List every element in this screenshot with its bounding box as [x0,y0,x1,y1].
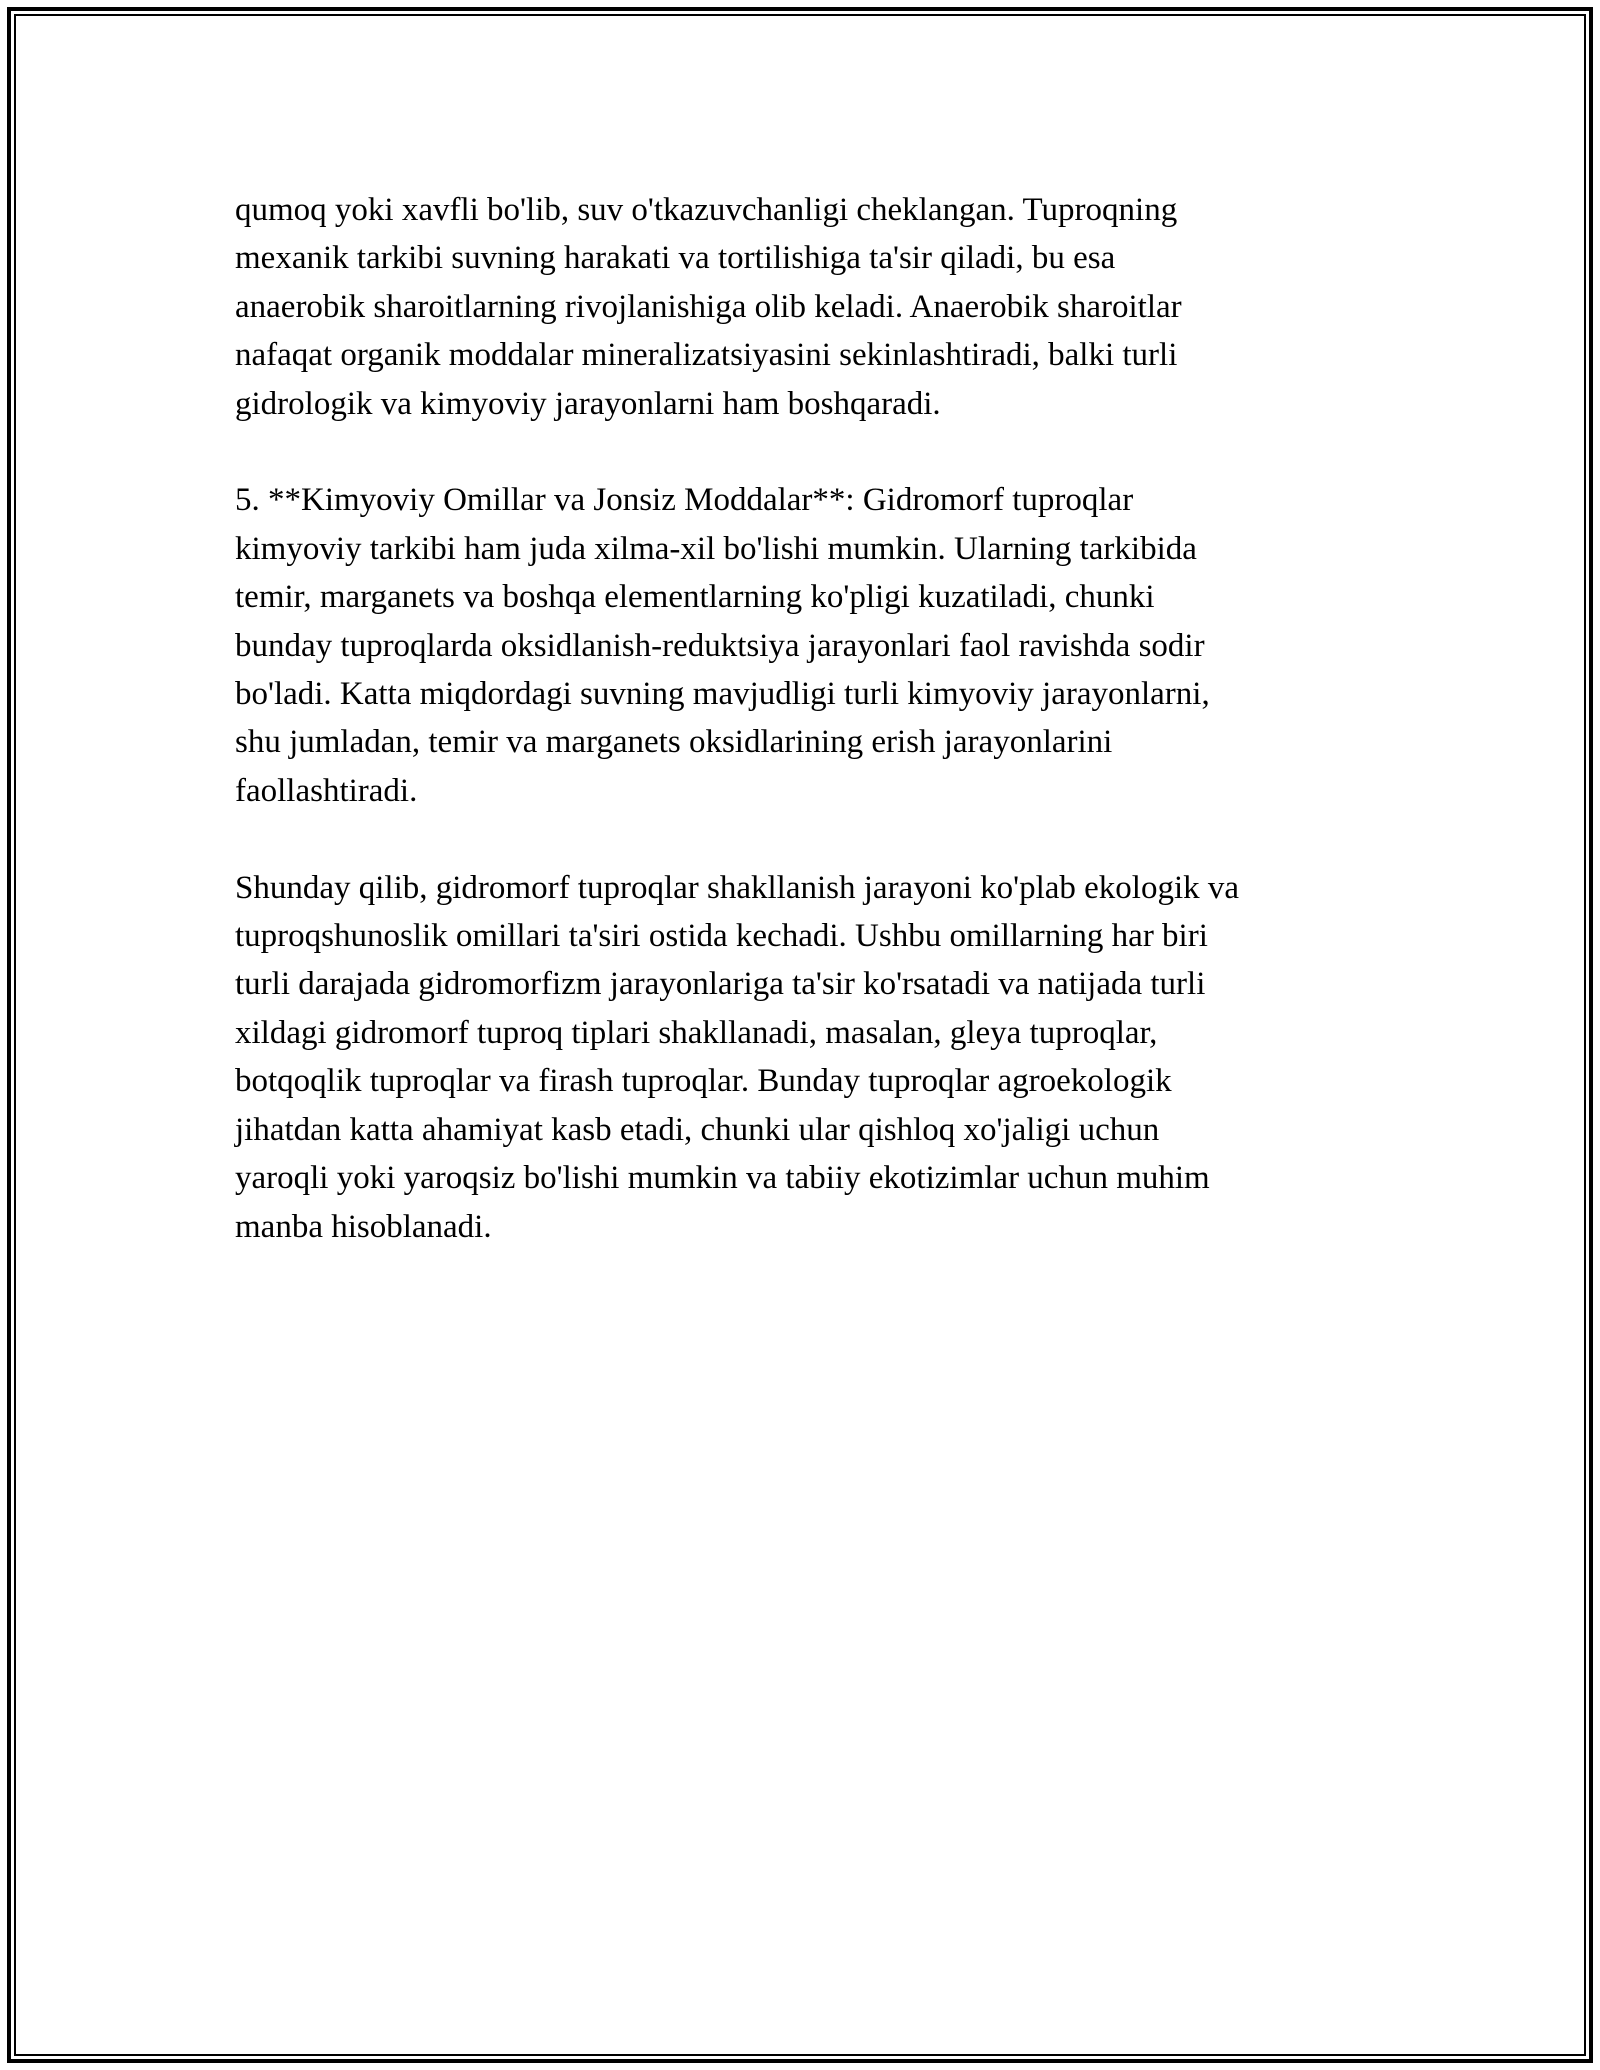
document-body [235,186,1365,1251]
paragraph-conclusion: Shunday qilib, gidromorf tuproqlar shakllanish jarayoni ko'plab ekologik va tuproqshunoslik omillari ta'siri ostida kechadi. Ushbu omillarning har biri turli darajada gidromorfizm jarayonlariga ta'sir ko'rsatadi va natijada turli xildagi gidromorf tuproq tiplari shakllanadi, masalan, gleya tuproqlar, botqoqlik tuproqlar va firash tuproqlar. Bunday tuproqlar agroekologik jihatdan katta ahamiyat kasb etadi, chunki ular qishloq xo'jaligi uchun yaroqli yoki yaroqsiz bo'lishi mumkin va tabiiy ekotizimlar uchun muhim manba hisoblanadi. [235,869,1240,1245]
paragraph-soil-mechanics: qumoq yoki xavfli bo'lib, suv o'tkazuvchanligi cheklangan. Tuproqning mexanik tarkibi suvning harakati va tortilishiga ta'sir qiladi, bu esa anaerobik sharoitlarning rivojlanishiga olib keladi. Anaerobik sharoitlar nafaqat organik moddalar mineralizatsiyasini sekinlashtiradi, balki turli gidrologik va kimyoviy jarayonlarni ham boshqaradi. [235,192,1182,422]
paragraph-chemical-factors: 5. **Kimyoviy Omillar va Jonsiz Moddalar**: Gidromorf tuproqlar kimyoviy tarkibi ham juda xilma-xil bo'lishi mumkin. Ularning tarkibida temir, marganets va boshqa elementlarning ko'pligi kuzatiladi, chunki bunday tuproqlarda oksidlanish-reduktsiya jarayonlari faol ravishda sodir bo'ladi. Katta miqdordagi suvning mavjudligi turli kimyoviy jarayonlarni, shu jumladan, temir va marganets oksidlarining erish jarayonlarini faollashtiradi. [235,482,1210,809]
